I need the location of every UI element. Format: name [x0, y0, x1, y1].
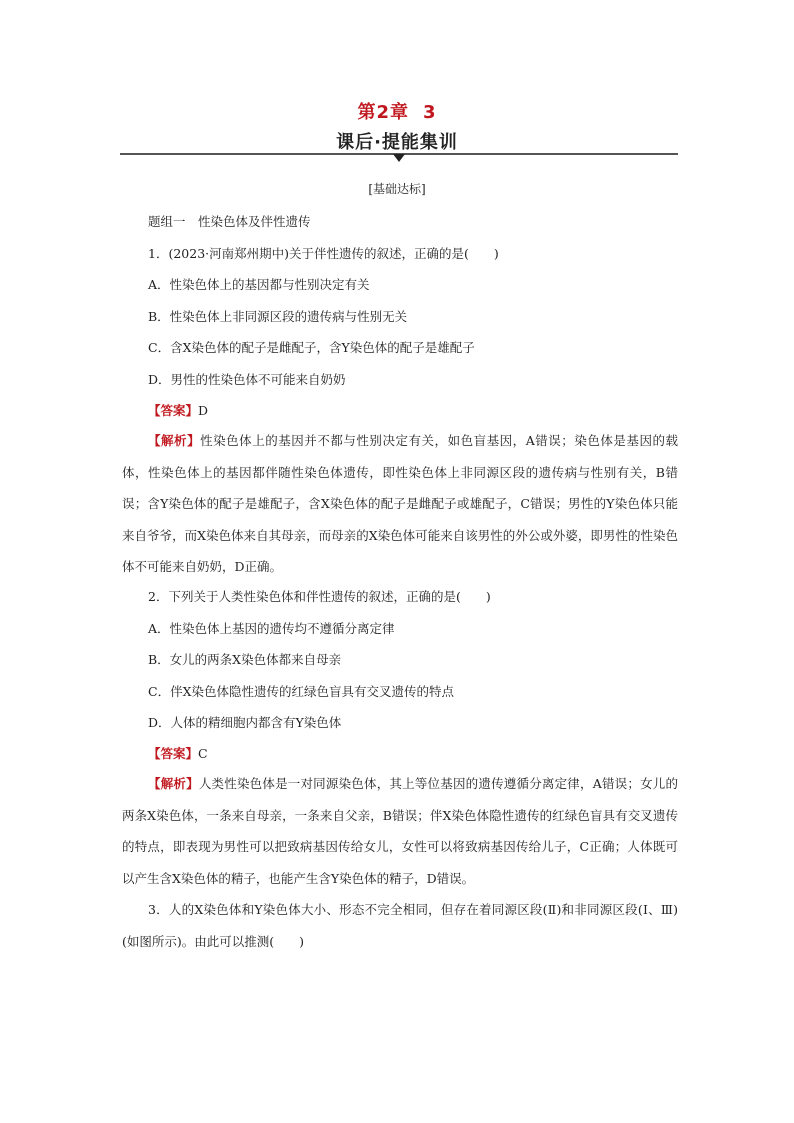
analysis-text: 性染色体上的基因并不都与性别决定有关，如色盲基因，A错误；染色体是基因的载体，性染色体上的基因都伴随性染色体遗传，即性染色体上非同源区段的遗传病与性别有关，B错误；含Y染色体的配子是雄配子，含X染色体的配子是雌配子或雄配子，C错误；男性的Y染色体只能来自爷爷，而X染色体来自其母亲，而母亲的X染色体可能来自该男性的外公或外婆，即男性的性染色体不可能来自奶奶，D正确。: [122, 433, 678, 574]
group-title: 题组一 性染色体及伴性遗传: [148, 214, 311, 229]
question-1-answer: [148, 401, 208, 419]
question-2-option-c: C．伴X染色体隐性遗传的红绿色盲具有交叉遗传的特点: [148, 684, 454, 699]
section-label: [基础达标]: [368, 182, 426, 196]
question-2-option-a: A．性染色体上基因的遗传均不遵循分离定律: [148, 621, 395, 636]
question-2-answer: [148, 744, 208, 762]
question-3-stem: [122, 894, 678, 957]
question-1-stem: 1．(2023·河南郑州期中)关于伴性遗传的叙述，正确的是( ): [148, 246, 499, 261]
section-number: 3: [423, 102, 437, 123]
question-2-option-b: B．女儿的两条X染色体都来自母亲: [148, 652, 342, 667]
question-2-option-d: D．人体的精细胞内都含有Y染色体: [148, 715, 342, 730]
chapter-heading: [0, 98, 794, 124]
answer-value: C: [198, 746, 208, 761]
answer-value: D: [198, 403, 209, 418]
analysis-tag: 【解析】: [148, 776, 199, 791]
question-1-option-b: B．性染色体上非同源区段的遗传病与性别无关: [148, 309, 408, 324]
answer-tag: 【答案】: [148, 403, 199, 418]
triangle-marker-icon: [393, 154, 405, 162]
analysis-text: 人类性染色体是一对同源染色体，其上等位基因的遗传遵循分离定律，A错误；女儿的两条X染色体，一条来自母亲，一条来自父亲，B错误；伴X染色体隐性遗传的红绿色盲具有交叉遗传的特点，即表现为男性可以把致病基因传给女儿，女性可以将致病基因传给儿子，C正确；人体既可以产生含X染色体的精子，也能产生含Y染色体的精子，D错误。: [122, 776, 678, 886]
question-2-stem: 2．下列关于人类性染色体和伴性遗传的叙述，正确的是( ): [148, 589, 491, 604]
analysis-tag: 【解析】: [148, 433, 201, 448]
question-1-option-a: A．性染色体上的基因都与性别决定有关: [148, 277, 370, 292]
chapter-label: 第2章: [357, 102, 409, 123]
question-1-option-d: D．男性的性染色体不可能来自奶奶: [148, 372, 346, 387]
question-1-option-c: C．含X染色体的配子是雌配子，含Y染色体的配子是雄配子: [148, 340, 475, 355]
page-title: 课后·提能集训: [336, 132, 458, 153]
question-2-analysis: [122, 768, 678, 894]
answer-tag: 【答案】: [148, 746, 199, 761]
question-3-stem-text: 3．人的X染色体和Y染色体大小、形态不完全相同，但存在着同源区段(Ⅱ)和非同源区段(Ⅰ、Ⅲ)(如图所示)。由此可以推测( ): [122, 902, 678, 949]
question-1-analysis: [122, 425, 678, 583]
